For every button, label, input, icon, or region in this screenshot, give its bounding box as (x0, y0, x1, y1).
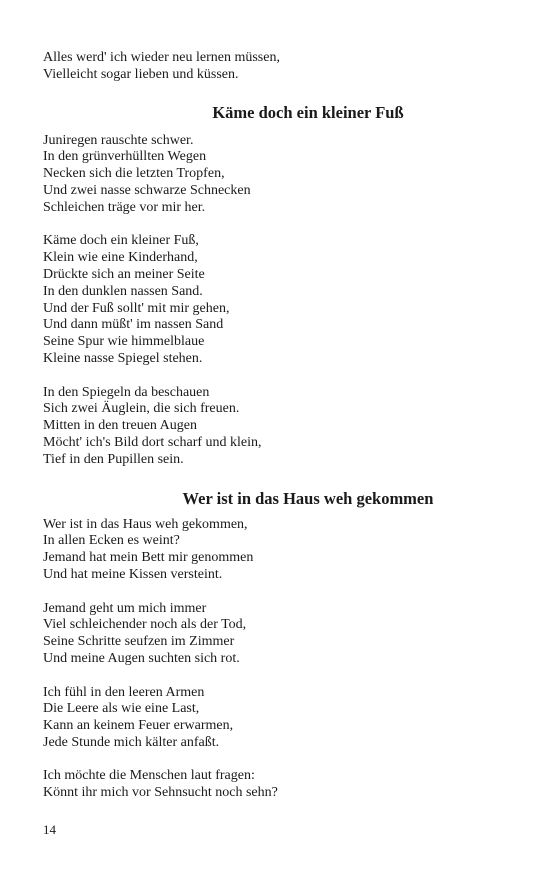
poem-line: Könnt ihr mich vor Sehnsucht noch sehn? (43, 785, 278, 801)
poem-line: Jede Stunde mich kälter anfaßt. (43, 734, 220, 750)
poem-line: Und meine Augen suchten sich rot. (43, 650, 240, 666)
stanza (43, 768, 513, 802)
poem-title: Käme doch ein kleiner Fuß (212, 102, 404, 122)
stanza (43, 685, 513, 752)
stanza-gap (43, 668, 513, 685)
stanza (43, 385, 513, 469)
stanza-gap (43, 752, 513, 769)
poem-line: Ich fühl in den leeren Armen (43, 684, 205, 700)
stanza (43, 601, 513, 668)
poem-line: In den Spiegeln da beschauen (43, 384, 210, 400)
poem-line: Mitten in den treuen Augen (43, 418, 197, 434)
poem-line: Und der Fuß sollt' mit mir gehen, (43, 300, 230, 316)
poem-line: Seine Schritte seufzen im Zimmer (43, 634, 235, 650)
poem-line: Juniregen rauschte schwer. (43, 132, 194, 148)
poem-line: Alles werd' ich wieder neu lernen müssen, (43, 50, 280, 65)
poem-title: Wer ist in das Haus weh gekommen (182, 488, 434, 508)
poem-line: Sich zwei Äuglein, die sich freuen. (43, 401, 240, 417)
poem-line: Jemand hat mein Bett mir genommen (43, 550, 254, 566)
poem-line: In den dunklen nassen Sand. (43, 283, 203, 299)
poem-line: Ich möchte die Menschen laut fragen: (43, 768, 255, 784)
poem-line: Die Leere als wie eine Last, (43, 701, 200, 717)
poem-line: Drückte sich an meiner Seite (43, 266, 205, 282)
poem-line: Und zwei nasse schwarze Schnecken (43, 182, 251, 198)
poem-line: Kann an keinem Feuer erwarmen, (43, 718, 234, 734)
poem-line: Und hat meine Kissen versteint. (43, 566, 223, 582)
poem-line: Schleichen träge vor mir her. (43, 199, 206, 215)
poem-line: Jemand geht um mich immer (43, 600, 207, 616)
poem-line: Käme doch ein kleiner Fuß, (43, 233, 199, 249)
book-page (43, 50, 513, 802)
stanza (43, 233, 513, 367)
poem-line: Und dann müßt' im nassen Sand (43, 317, 224, 333)
stanza-gap (43, 584, 513, 601)
poem-line: Kleine nasse Spiegel stehen. (43, 350, 203, 366)
poem-line: Möcht' ich's Bild dort scharf und klein, (43, 434, 262, 450)
poem-line: Seine Spur wie himmelblaue (43, 334, 205, 350)
poem-line: Klein wie eine Kinderhand, (43, 250, 198, 266)
poem-line: Necken sich die letzten Tropfen, (43, 166, 225, 182)
poem-line: In allen Ecken es weint? (43, 533, 180, 549)
stanza (43, 517, 513, 584)
poem-line: Tief in den Pupillen sein. (43, 451, 184, 467)
intro-stanza (43, 50, 513, 84)
stanza-gap (43, 368, 513, 385)
stanza (43, 133, 513, 217)
poem-line: In den grünverhüllten Wegen (43, 149, 207, 165)
poem-line: Vielleicht sogar lieben und küssen. (43, 66, 239, 82)
poem-line: Wer ist in das Haus weh gekommen, (43, 516, 248, 532)
page-number: 14 (43, 822, 56, 837)
stanza-gap (43, 217, 513, 234)
poem-line: Viel schleichender noch als der Tod, (43, 617, 247, 633)
